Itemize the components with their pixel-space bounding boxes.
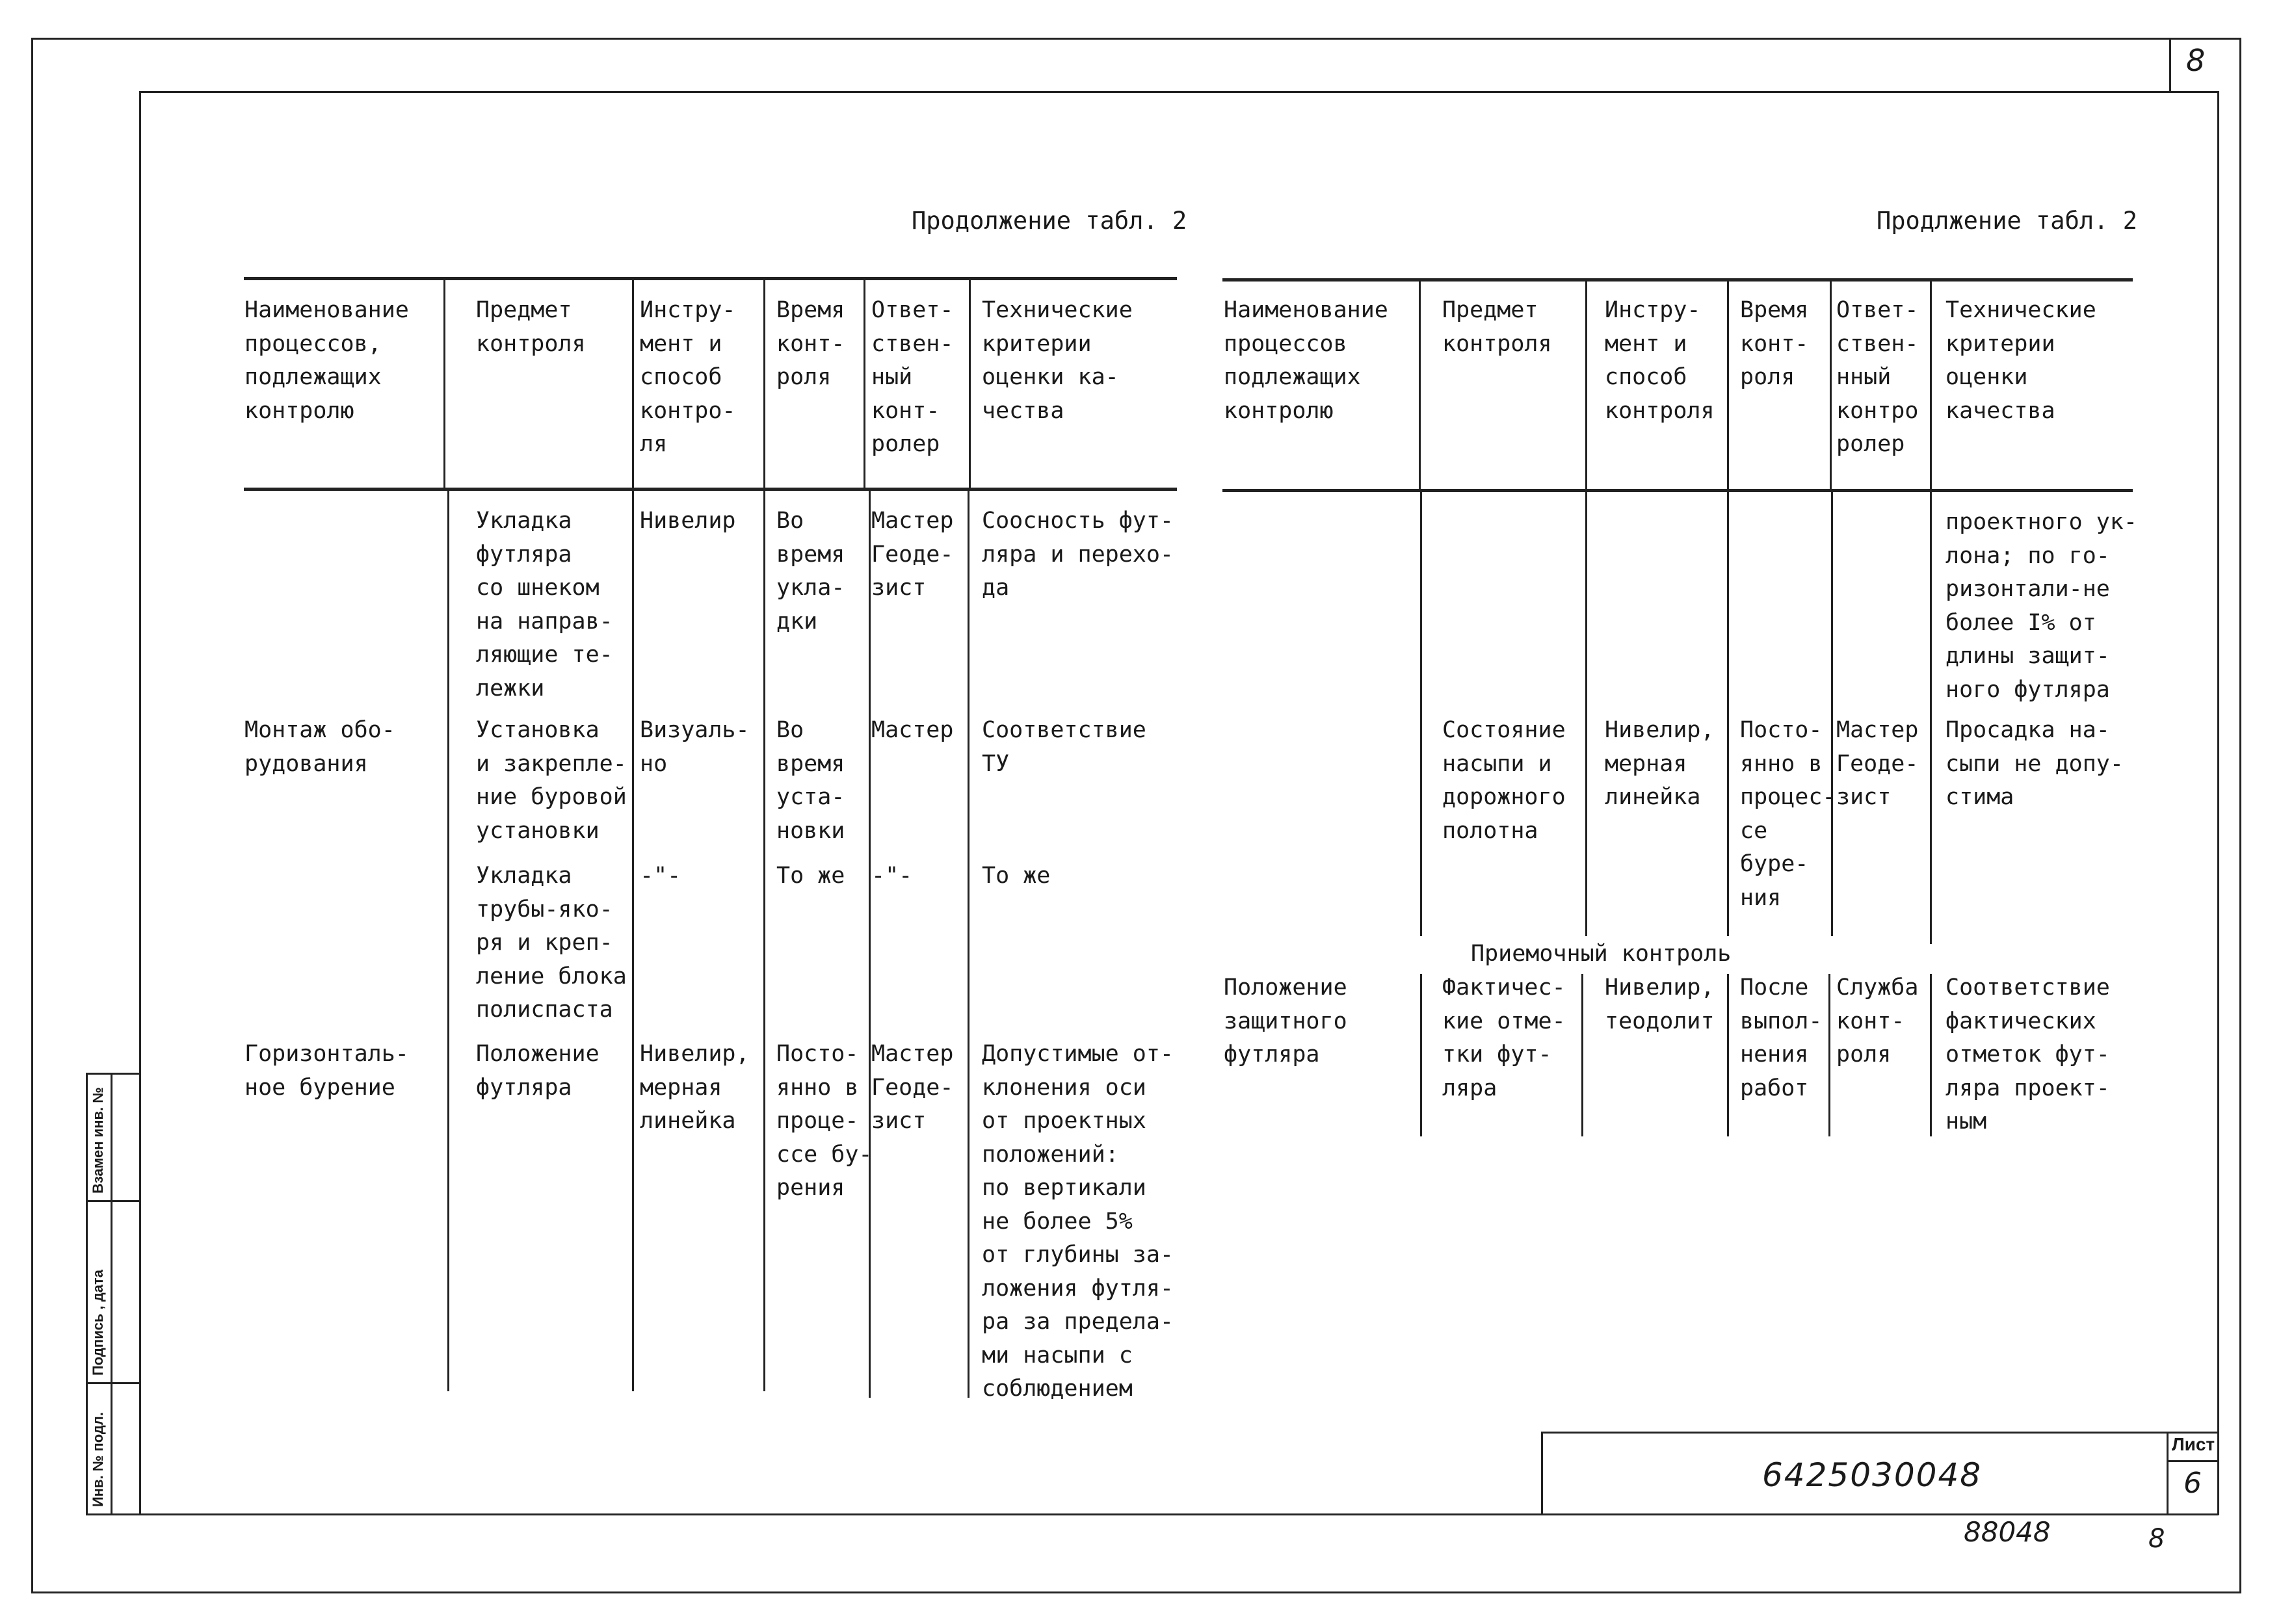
left-header-instrument: Инстру- мент и способ контро- ля bbox=[640, 297, 736, 457]
right-header-bottom-rule bbox=[1222, 489, 2133, 492]
right-header-criteria: Технические критерии оценки качества bbox=[1945, 297, 2096, 424]
right-row1-criteria: Просадка на- сыпи не допу- стима bbox=[1945, 717, 2124, 810]
right-row1-subject: Состояние насыпи и дорожного полотна bbox=[1442, 717, 1566, 844]
right-col-sep bbox=[1830, 281, 1832, 490]
left-row3-subject: Укладка трубы-яко- ря и креп- ление блока полиспаста bbox=[476, 863, 627, 1023]
left-col-sep bbox=[763, 491, 765, 1391]
inner-frame-bottom bbox=[139, 1513, 2219, 1515]
right-header-subject: Предмет контроля bbox=[1442, 297, 1552, 357]
right-col-sep bbox=[1420, 974, 1422, 1136]
left-row1-instrument: Нивелир bbox=[640, 508, 736, 534]
right-col-sep bbox=[1930, 281, 1932, 490]
left-col-sep bbox=[869, 491, 871, 1398]
left-row2-instrument: Визуаль- но bbox=[640, 717, 750, 777]
left-row4-criteria: Допустимые от- клонения оси от проектных положений: по вертикали не более 5% от глубины за- ложения футля- ра за предела- ми насыпи с соблюдением bbox=[982, 1041, 1174, 1402]
left-header-bottom-rule bbox=[244, 488, 1177, 491]
left-row2-process: Монтаж обо- рудования bbox=[244, 717, 395, 777]
left-row2-time: Во время уста- новки bbox=[776, 717, 845, 844]
left-header-process: Наименование процессов, подлежащих контролю bbox=[244, 297, 409, 424]
side-stamp-top bbox=[86, 1073, 140, 1075]
right-header-top-rule bbox=[1222, 278, 2133, 282]
right-row1-time: Посто- янно в процес- се буре- ния bbox=[1740, 717, 1836, 911]
outer-frame-bottom bbox=[31, 1591, 2241, 1593]
left-row1-subject: Укладка футляра со шнеком на направ- ляющие те- лежки bbox=[476, 508, 613, 701]
left-col-sep bbox=[969, 280, 971, 489]
left-table-caption: Продолжение табл. 2 bbox=[912, 207, 1187, 235]
stamp-top-line bbox=[1541, 1432, 2219, 1434]
left-col-sep bbox=[443, 280, 445, 489]
left-col-sep bbox=[632, 280, 634, 489]
left-row4-instrument: Нивелир, мерная линейка bbox=[640, 1041, 750, 1134]
side-stamp-bottom bbox=[86, 1513, 140, 1515]
right-row2-criteria: Соответствие фактических отметок фут- ляра проект- ным bbox=[1945, 975, 2110, 1134]
left-col-sep bbox=[968, 491, 969, 1398]
inner-frame-right bbox=[2217, 91, 2219, 1515]
left-row1-criteria: Соосность фут- ляра и перехо- да bbox=[982, 508, 1174, 601]
side-label-replaced-inv: Взамен инв. № bbox=[90, 1087, 106, 1194]
outer-frame-left bbox=[31, 39, 33, 1593]
left-row1-time: Во время укла- дки bbox=[776, 508, 845, 635]
stamp-sheet-label-line bbox=[2167, 1460, 2219, 1462]
left-row4-responsible: Мастер Геоде- зист bbox=[871, 1041, 954, 1134]
side-stamp-sep-1 bbox=[86, 1200, 140, 1202]
right-header-process: Наименование процессов подлежащих контролю bbox=[1224, 297, 1388, 424]
right-col-sep bbox=[1419, 281, 1421, 490]
left-row3-time: То же bbox=[776, 863, 845, 889]
right-col-sep bbox=[1828, 974, 1830, 1136]
left-row4-process: Горизонталь- ное бурение bbox=[244, 1041, 409, 1101]
right-row2-responsible: Служба конт- роля bbox=[1836, 975, 1919, 1067]
left-header-criteria: Технические критерии оценки ка- чества bbox=[982, 297, 1133, 424]
right-col-sep bbox=[1727, 974, 1729, 1136]
right-col-sep bbox=[1727, 281, 1729, 490]
left-col-sep bbox=[864, 280, 865, 489]
left-row4-subject: Положение футляра bbox=[476, 1041, 600, 1101]
stamp-sheet-number: 6 bbox=[2183, 1467, 2202, 1500]
right-row2-process: Положение защитного футляра bbox=[1224, 975, 1347, 1067]
outer-frame-right bbox=[2239, 38, 2241, 1593]
side-stamp-sep-2 bbox=[86, 1382, 140, 1384]
left-row4-time: Посто- янно в проце- ссе бу- рения bbox=[776, 1041, 873, 1201]
right-header-time: Время конт- роля bbox=[1740, 297, 1809, 390]
left-row3-criteria: То же bbox=[982, 863, 1051, 889]
page-box-left bbox=[2169, 38, 2171, 92]
right-col-sep bbox=[1581, 974, 1583, 1136]
right-header-instrument: Инстру- мент и способ контроля bbox=[1605, 297, 1715, 424]
inner-frame-left bbox=[139, 91, 141, 1515]
archive-number: 88048 bbox=[1964, 1516, 2051, 1548]
right-col-sep bbox=[1585, 281, 1587, 490]
left-col-sep bbox=[447, 491, 449, 1391]
right-row1-instrument: Нивелир, мерная линейка bbox=[1605, 717, 1715, 810]
right-row2-time: После выпол- нения работ bbox=[1740, 975, 1823, 1101]
right-col-sep bbox=[1420, 492, 1422, 936]
right-col-sep bbox=[1930, 492, 1932, 944]
right-continuation-criteria: проектного ук- лона; по го- ризонтали-не более I% от длины защит- ного футляра bbox=[1945, 509, 2138, 703]
right-row1-responsible: Мастер Геоде- зист bbox=[1836, 717, 1919, 810]
left-col-sep bbox=[763, 280, 765, 489]
page-number-bottom: 8 bbox=[2148, 1524, 2165, 1554]
right-col-sep bbox=[1727, 492, 1729, 936]
left-row2-responsible: Мастер bbox=[871, 717, 954, 743]
stamp-document-code: 6425030048 bbox=[1762, 1456, 1983, 1494]
outer-frame-top bbox=[31, 38, 2241, 40]
side-stamp-divider bbox=[111, 1073, 112, 1515]
left-header-responsible: Ответ- ствен- ный конт- ролер bbox=[871, 297, 954, 457]
right-row2-subject: Фактичес- кие отме- тки фут- ляра bbox=[1442, 975, 1566, 1101]
side-label-inv-podl: Инв. № подл. bbox=[90, 1412, 106, 1507]
right-col-sep bbox=[1585, 492, 1587, 936]
left-row2-subject: Установка и закрепле- ние буровой установки bbox=[476, 717, 627, 844]
side-stamp-left bbox=[86, 1073, 88, 1515]
left-header-time: Время конт- роля bbox=[776, 297, 845, 390]
left-row2-criteria: Соответствие ТУ bbox=[982, 717, 1146, 777]
left-row1-responsible: Мастер Геоде- зист bbox=[871, 508, 954, 601]
stamp-left-line bbox=[1541, 1432, 1543, 1515]
inner-frame-top bbox=[139, 91, 2219, 93]
side-label-signature-date: Подпись , дата bbox=[90, 1269, 106, 1376]
right-table-caption: Продлжение табл. 2 bbox=[1877, 207, 2137, 235]
left-header-top-rule bbox=[244, 277, 1177, 280]
right-header-responsible: Ответ- ствен- нный контро ролер bbox=[1836, 297, 1919, 457]
stamp-sheet-divider bbox=[2167, 1432, 2169, 1515]
right-section-title: Приемочный контроль bbox=[1471, 941, 1732, 967]
left-row3-responsible: -"- bbox=[871, 863, 913, 889]
page-number-top: 8 bbox=[2186, 43, 2206, 78]
right-row2-instrument: Нивелир, теодолит bbox=[1605, 975, 1715, 1034]
right-col-sep bbox=[1930, 974, 1932, 1136]
left-col-sep bbox=[632, 491, 634, 1391]
left-header-subject: Предмет контроля bbox=[476, 297, 586, 357]
stamp-sheet-label: Лист bbox=[2172, 1434, 2215, 1454]
left-row3-instrument: -"- bbox=[640, 863, 681, 889]
